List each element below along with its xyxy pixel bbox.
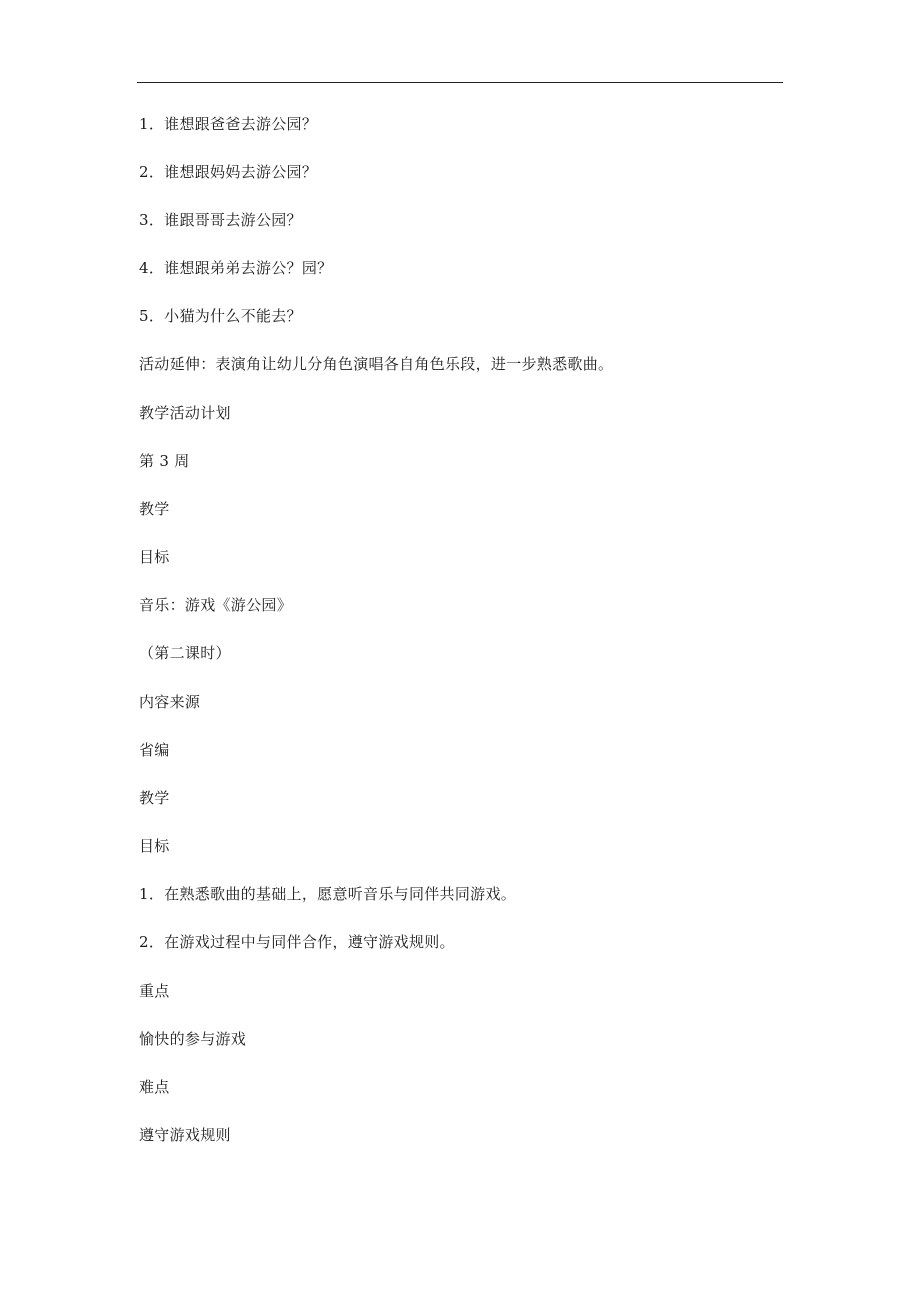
goal-2: 2．在游戏过程中与同伴合作，遵守游戏规则。 <box>139 933 455 951</box>
header-rule <box>137 82 783 83</box>
question-2: 2．谁想跟妈妈去游公园？ <box>139 163 318 181</box>
question-4: 4．谁想跟弟弟去游公？园？ <box>139 259 333 277</box>
teaching-label: 教学 <box>139 500 170 518</box>
difficulty-value: 遵守游戏规则 <box>139 1126 231 1144</box>
key-point-value: 愉快的参与游戏 <box>139 1030 247 1048</box>
lesson-session: （第二课时） <box>139 644 231 662</box>
question-1: 1．谁想跟爸爸去游公园？ <box>139 115 318 133</box>
goal-label-2: 目标 <box>139 837 170 855</box>
lesson-title: 音乐：游戏《游公园》 <box>139 596 293 614</box>
goal-1: 1．在熟悉歌曲的基础上，愿意听音乐与同伴共同游戏。 <box>139 885 517 903</box>
content-source-value: 省编 <box>139 741 170 759</box>
content-source-label: 内容来源 <box>139 693 201 711</box>
week-label: 第 3 周 <box>139 452 190 470</box>
question-5: 5．小猫为什么不能去？ <box>139 307 302 325</box>
goal-label: 目标 <box>139 548 170 566</box>
key-point-label: 重点 <box>139 982 170 1000</box>
question-3: 3．谁跟哥哥去游公园？ <box>139 211 302 229</box>
difficulty-label: 难点 <box>139 1078 170 1096</box>
teaching-label-2: 教学 <box>139 789 170 807</box>
plan-heading: 教学活动计划 <box>139 404 231 422</box>
activity-extension: 活动延伸：表演角让幼儿分角色演唱各自角色乐段，进一步熟悉歌曲。 <box>139 355 614 373</box>
